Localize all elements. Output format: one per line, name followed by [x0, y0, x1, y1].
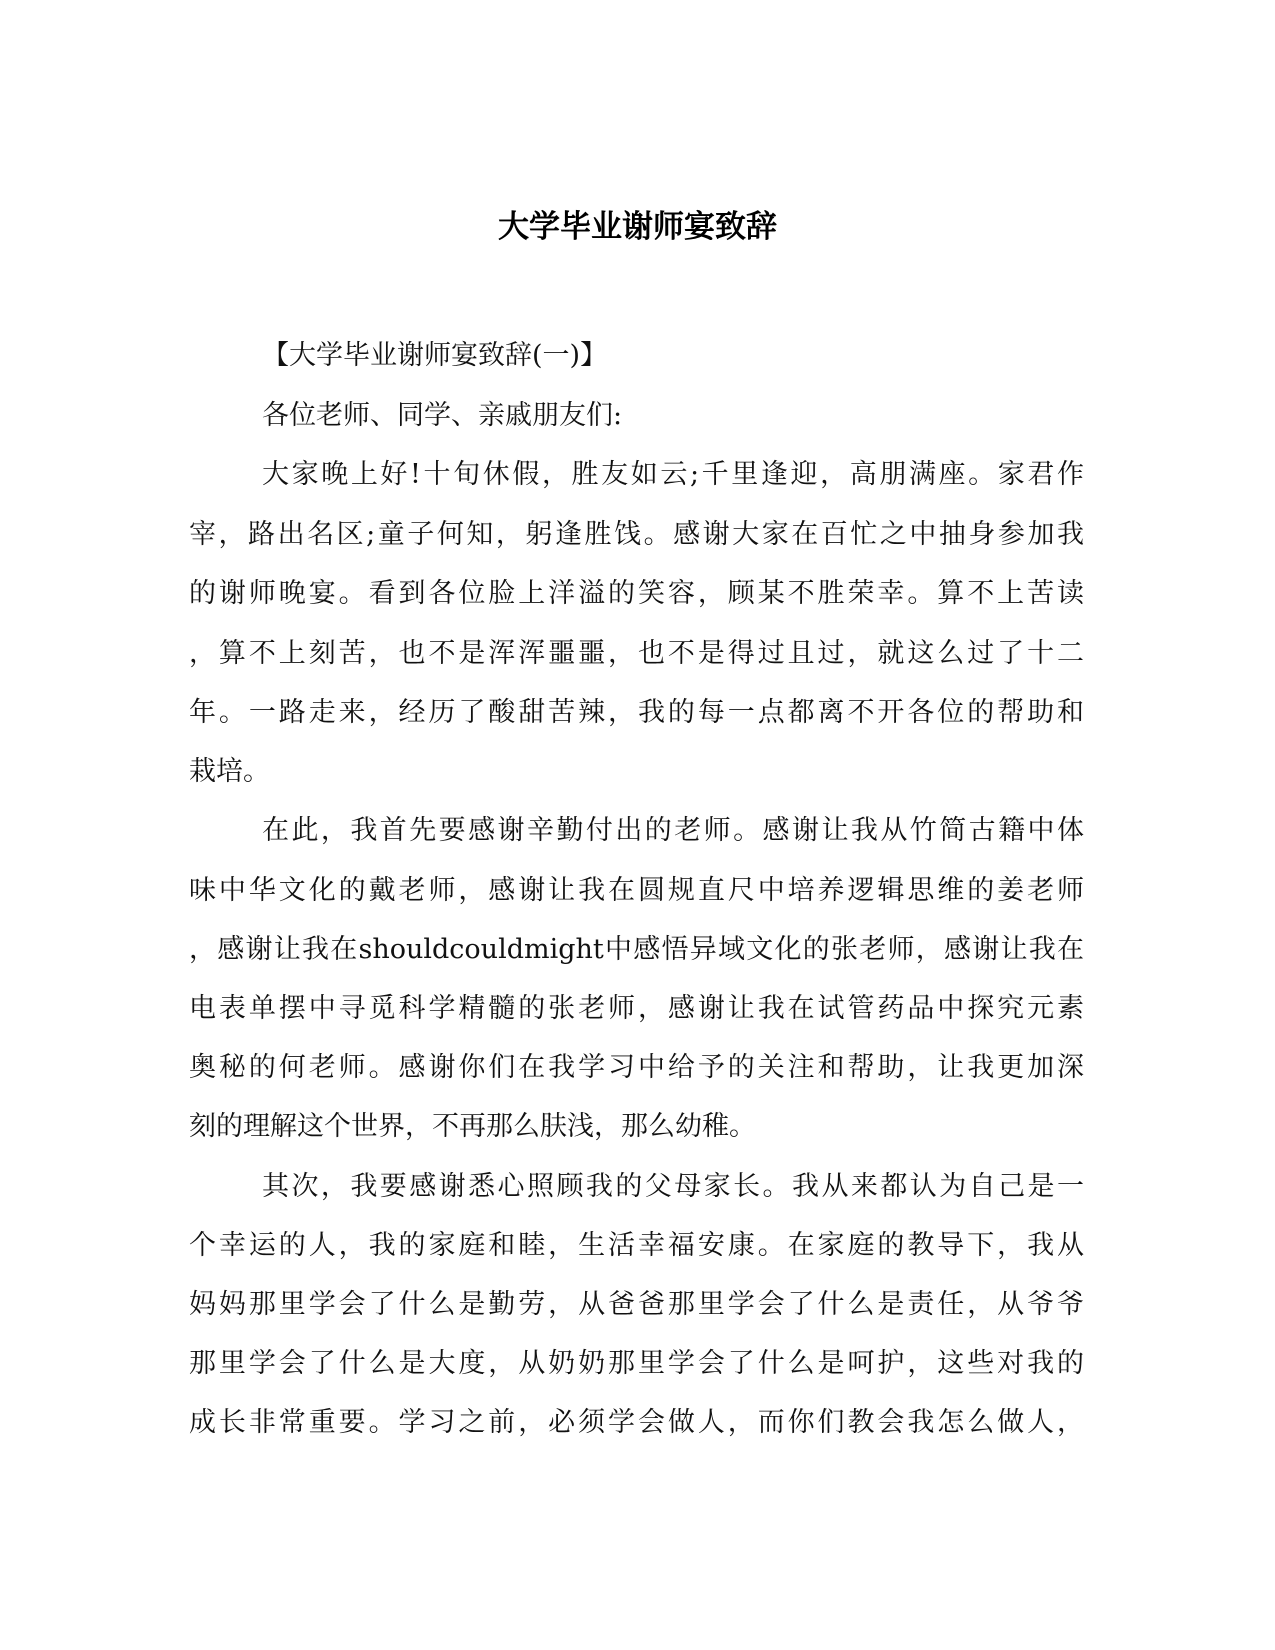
paragraph-line: 在此，我首先要感谢辛勤付出的老师。感谢让我从竹简古籍中体 — [262, 815, 1084, 846]
paragraph-line: 那里学会了什么是大度，从奶奶那里学会了什么是呵护，这些对我的 — [189, 1348, 1084, 1379]
paragraph-line: ，算不上刻苦，也不是浑浑噩噩，也不是得过且过，就这么过了十二 — [189, 638, 1084, 669]
paragraph-line: 年。一路走来，经历了酸甜苦辣，我的每一点都离不开各位的帮助和 — [189, 697, 1084, 728]
paragraph-line: ，感谢让我在shouldcouldmight中感悟异域文化的张老师，感谢让我在 — [189, 934, 1084, 965]
paragraph-line: 栽培。 — [189, 756, 270, 787]
paragraph-line: 其次，我要感谢悉心照顾我的父母家长。我从来都认为自己是一 — [262, 1171, 1084, 1202]
document-title: 大学毕业谢师宴致辞 — [498, 209, 777, 245]
salutation: 各位老师、同学、亲戚朋友们: — [262, 400, 623, 431]
paragraph-line: 味中华文化的戴老师，感谢让我在圆规直尺中培养逻辑思维的姜老师 — [189, 875, 1084, 906]
paragraph-line: 刻的理解这个世界，不再那么肤浅，那么幼稚。 — [189, 1111, 756, 1142]
paragraph-line: 成长非常重要。学习之前，必须学会做人，而你们教会我怎么做人， — [189, 1407, 1084, 1438]
paragraph-line: 妈妈那里学会了什么是勤劳，从爸爸那里学会了什么是责任，从爷爷 — [189, 1289, 1084, 1320]
paragraph-line: 电表单摆中寻觅科学精髓的张老师，感谢让我在试管药品中探究元素 — [189, 993, 1084, 1024]
paragraph-line: 个幸运的人，我的家庭和睦，生活幸福安康。在家庭的教导下，我从 — [189, 1230, 1084, 1261]
paragraph-line: 的谢师晚宴。看到各位脸上洋溢的笑容，顾某不胜荣幸。算不上苦读 — [189, 578, 1084, 609]
paragraph-line: 宰，路出名区;童子何知，躬逢胜饯。感谢大家在百忙之中抽身参加我 — [189, 519, 1084, 550]
paragraph-line: 奥秘的何老师。感谢你们在我学习中给予的关注和帮助，让我更加深 — [189, 1052, 1084, 1083]
section-heading: 【大学毕业谢师宴致辞(一)】 — [262, 340, 608, 371]
paragraph-line: 大家晚上好!十旬休假，胜友如云;千里逢迎，高朋满座。家君作 — [262, 459, 1084, 490]
